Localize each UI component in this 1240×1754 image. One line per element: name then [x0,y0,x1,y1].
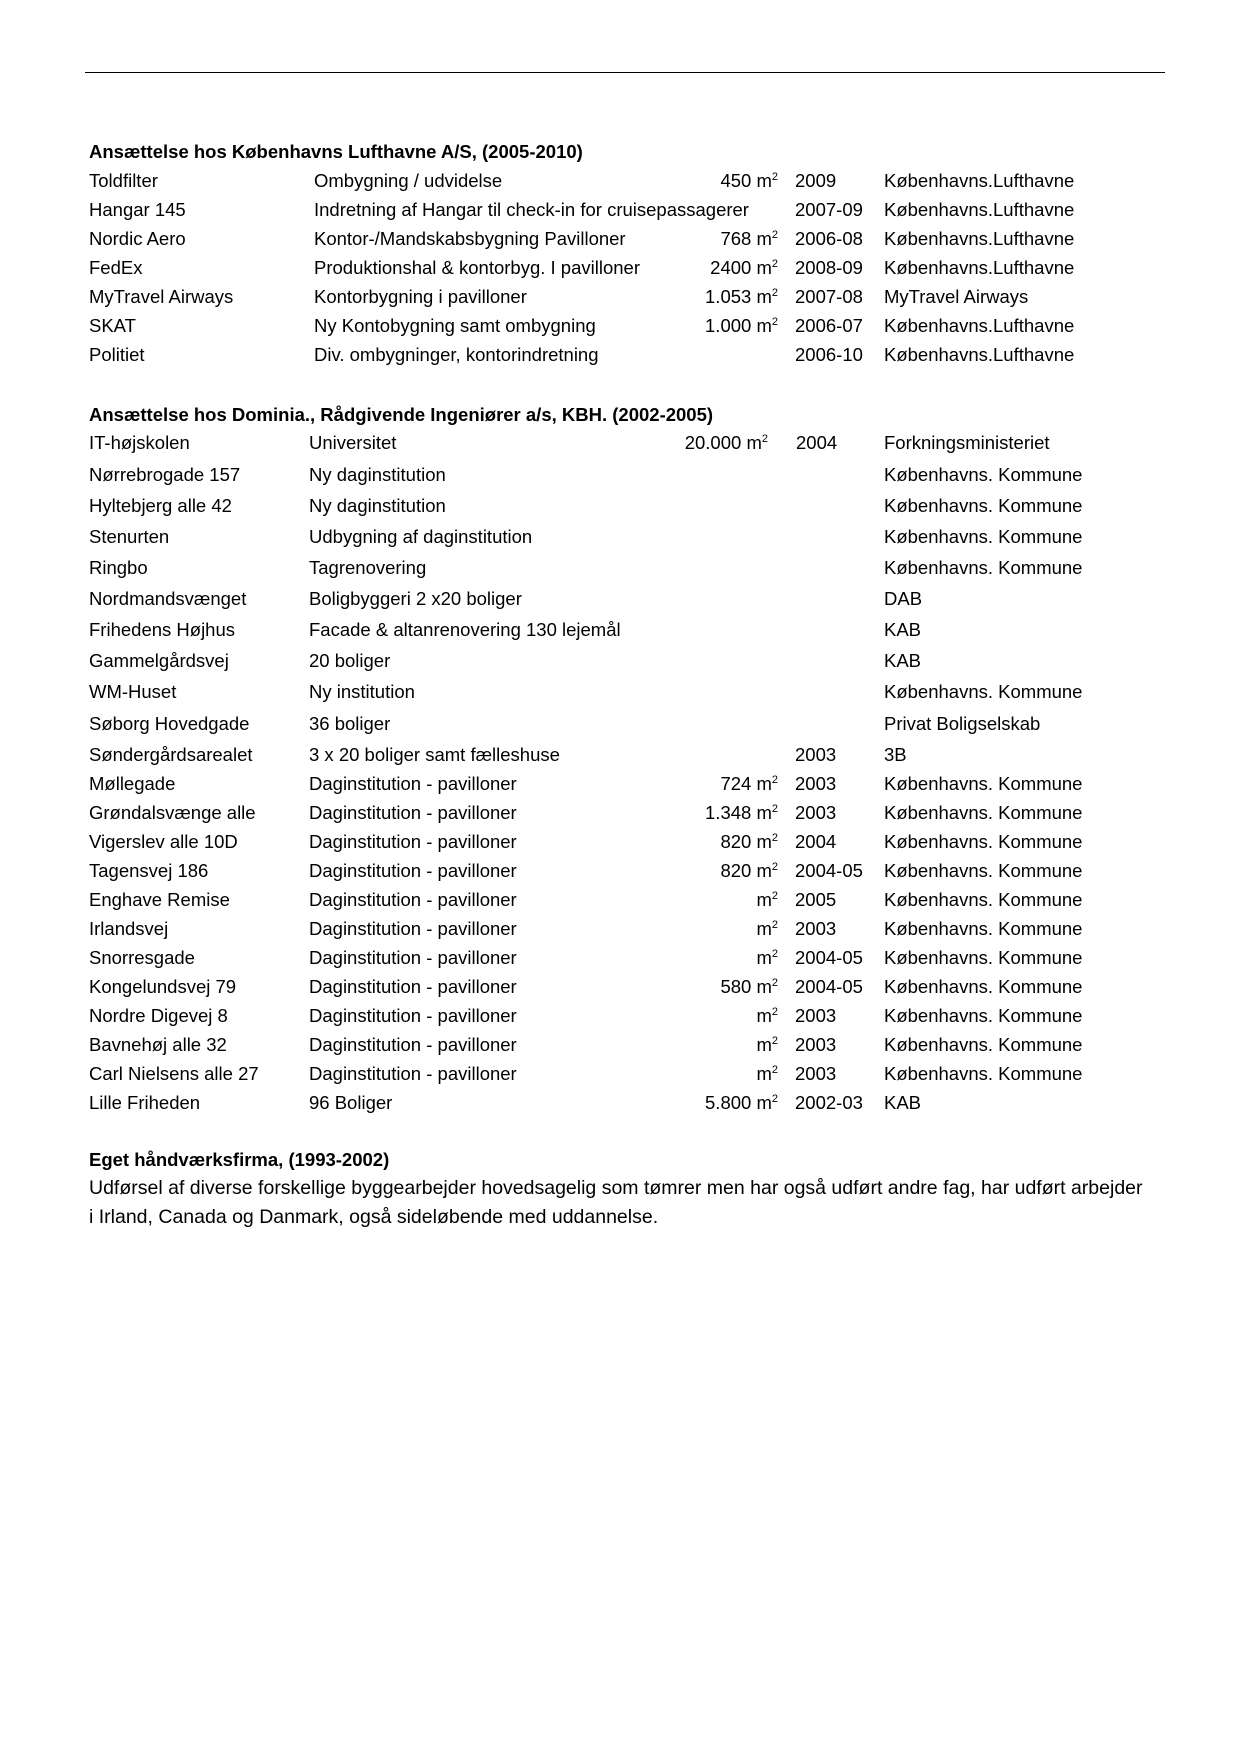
project-year: 2006-10 [795,344,863,365]
project-row [0,256,1240,280]
project-name: Stenurten [89,526,170,547]
project-row [0,680,1240,704]
project-row [0,1062,1240,1086]
project-description: Daginstitution - pavilloner [309,918,517,939]
project-year: 2002-03 [795,1092,863,1113]
project-name: Toldfilter [89,170,158,191]
area-unit: m [756,286,772,307]
project-row [0,314,1240,338]
project-area-value: 820 [720,831,752,852]
project-description: Kontorbygning i pavilloner [314,286,527,307]
project-client: Københavns. Kommune [884,1063,1083,1084]
project-name: Nordmandsvænget [89,588,247,609]
project-year: 2007-09 [795,199,863,220]
project-description: 3 x 20 boliger samt fælleshuse [309,744,560,765]
project-name: Frihedens Højhus [89,619,236,640]
area-unit: m [756,257,772,278]
project-name: Nordre Digevej 8 [89,1005,228,1026]
project-name: Politiet [89,344,145,365]
project-row [0,772,1240,796]
project-area [756,1062,778,1086]
project-area [720,830,778,854]
project-client: Københavns. Kommune [884,889,1083,910]
project-row [0,285,1240,309]
project-description: Indretning af Hangar til check-in for cruisepassagerer [314,199,749,220]
project-client: Københavns. Kommune [884,976,1083,997]
area-unit-exponent: 2 [771,287,778,299]
project-description: Universitet [309,432,397,453]
project-client: Københavns. Kommune [884,464,1083,485]
project-description: Daginstitution - pavilloner [309,1034,517,1055]
project-name: MyTravel Airways [89,286,234,307]
project-area [705,801,778,825]
project-name: Lille Friheden [89,1092,201,1113]
project-description: Ny daginstitution [309,495,446,516]
project-client: Københavns.Lufthavne [884,315,1075,336]
project-area [705,285,778,309]
area-unit-exponent: 2 [771,919,778,931]
project-name: Kongelundsvej 79 [89,976,237,997]
project-area [756,917,778,941]
area-unit-exponent: 2 [761,433,768,445]
project-row [0,743,1240,767]
project-name: SKAT [89,315,136,336]
project-description: Produktionshal & kontorbyg. I pavilloner [314,257,640,278]
project-client: DAB [884,588,923,609]
project-area [720,859,778,883]
area-unit-exponent: 2 [771,832,778,844]
project-description: Daginstitution - pavilloner [309,976,517,997]
project-description: Daginstitution - pavilloner [309,802,517,823]
project-area-value: 450 [720,170,752,191]
project-year: 2003 [795,1034,837,1055]
project-year: 2003 [795,1063,837,1084]
project-row [0,649,1240,673]
project-row [0,1004,1240,1028]
project-name: Hangar 145 [89,199,186,220]
project-description: Ombygning / udvidelse [314,170,503,191]
project-client: Københavns. Kommune [884,831,1083,852]
area-unit-exponent: 2 [771,258,778,270]
project-name: Gammelgårdsvej [89,650,229,671]
project-row [0,343,1240,367]
project-year: 2006-08 [795,228,863,249]
project-description: Daginstitution - pavilloner [309,1063,517,1084]
project-row [0,169,1240,193]
project-description: Daginstitution - pavilloner [309,1005,517,1026]
project-name: Hyltebjerg alle 42 [89,495,232,516]
project-description: 20 boliger [309,650,391,671]
project-client: Københavns. Kommune [884,773,1083,794]
project-year: 2004-05 [795,947,863,968]
project-client: Københavns.Lufthavne [884,228,1075,249]
project-row [0,463,1240,487]
project-area [710,256,778,280]
project-name: Bavnehøj alle 32 [89,1034,227,1055]
area-unit-exponent: 2 [771,861,778,873]
area-unit-exponent: 2 [771,316,778,328]
project-row [0,946,1240,970]
project-client: Privat Boligselskab [884,713,1041,734]
area-unit: m [756,773,772,794]
project-area [756,946,778,970]
project-client: KAB [884,619,922,640]
project-year: 2004-05 [795,976,863,997]
project-area [720,975,778,999]
project-client: Københavns. Kommune [884,1005,1083,1026]
area-unit: m [756,228,772,249]
area-unit: m [756,315,772,336]
area-unit: m [756,1005,772,1026]
project-client: Københavns. Kommune [884,526,1083,547]
area-unit: m [756,831,772,852]
project-row [0,525,1240,549]
project-area-value: 820 [720,860,752,881]
area-unit-exponent: 2 [771,229,778,241]
project-area [720,169,778,193]
project-description: Daginstitution - pavilloner [309,947,517,968]
project-name: Søborg Hovedgade [89,713,250,734]
project-area [720,772,778,796]
project-row [0,198,1240,222]
project-client: Københavns. Kommune [884,947,1083,968]
project-row [0,917,1240,941]
project-row [0,431,1240,455]
area-unit-exponent: 2 [771,171,778,183]
area-unit: m [756,1092,772,1113]
project-area [685,431,768,455]
project-description: Ny Kontobygning samt ombygning [314,315,596,336]
project-client: Forkningsministeriet [884,432,1050,453]
project-row [0,888,1240,912]
area-unit-exponent: 2 [771,948,778,960]
area-unit: m [756,918,772,939]
project-name: Carl Nielsens alle 27 [89,1063,259,1084]
project-client: Københavns.Lufthavne [884,257,1075,278]
project-name: Grøndalsvænge alle [89,802,256,823]
project-year: 2003 [795,918,837,939]
project-year: 2007-08 [795,286,863,307]
area-unit: m [756,1063,772,1084]
project-row [0,1091,1240,1115]
project-client: Københavns. Kommune [884,860,1083,881]
project-name: WM-Huset [89,681,177,702]
project-client: MyTravel Airways [884,286,1029,307]
project-area-value: 20.000 [684,432,742,453]
project-client: Københavns. Kommune [884,1034,1083,1055]
project-description: Boligbyggeri 2 x20 boliger [309,588,522,609]
project-client: Københavns.Lufthavne [884,199,1075,220]
area-unit-exponent: 2 [771,774,778,786]
project-year: 2003 [795,1005,837,1026]
project-area [705,314,778,338]
project-description: Daginstitution - pavilloner [309,889,517,910]
header-rule [85,72,1165,73]
project-row [0,801,1240,825]
project-description: Udbygning af daginstitution [309,526,533,547]
project-description: Ny institution [309,681,415,702]
project-client: Københavns. Kommune [884,557,1083,578]
project-description: Tagrenovering [309,557,427,578]
project-description: Kontor-/Mandskabsbygning Pavilloner [314,228,626,249]
project-row [0,1033,1240,1057]
project-area-value: 1.348 [705,802,752,823]
project-client: Københavns. Kommune [884,681,1083,702]
project-year: 2008-09 [795,257,863,278]
project-name: IT-højskolen [89,432,190,453]
project-area-value: 5.800 [705,1092,752,1113]
project-area-value: 724 [720,773,752,794]
project-area-value: 768 [720,228,752,249]
project-client: Københavns.Lufthavne [884,344,1075,365]
project-row [0,227,1240,251]
project-client: Københavns. Kommune [884,918,1083,939]
project-description: 96 Boliger [309,1092,393,1113]
project-area-value: 1.053 [705,286,752,307]
project-year: 2005 [795,889,837,910]
project-name: Ringbo [89,557,148,578]
project-area [756,1004,778,1028]
project-description: Ny daginstitution [309,464,446,485]
project-row [0,494,1240,518]
own-company-description: Udførsel af diverse forskellige byggearbejder hovedsagelig som tømrer men har også udført andre fag, har udført arbejder i Irland, Canada og Danmark, også sideløbende med uddannelse. [89,1177,1143,1228]
project-name: Enghave Remise [89,889,230,910]
project-client: Københavns. Kommune [884,802,1083,823]
project-year: 2003 [795,744,837,765]
project-row [0,859,1240,883]
project-area [720,227,778,251]
project-description: Daginstitution - pavilloner [309,860,517,881]
section-title-dominia: Ansættelse hos Dominia., Rådgivende Ingeniører a/s, KBH. (2002-2005) [89,404,714,425]
area-unit: m [756,802,772,823]
project-client: KAB [884,1092,922,1113]
project-row [0,830,1240,854]
project-name: FedEx [89,257,143,278]
area-unit: m [756,889,772,910]
project-area-value: 580 [720,976,752,997]
project-area [756,888,778,912]
area-unit-exponent: 2 [771,803,778,815]
project-row [0,712,1240,736]
project-area [705,1091,778,1115]
project-description: Div. ombygninger, kontorindretning [314,344,599,365]
project-year: 2006-07 [795,315,863,336]
project-area [756,1033,778,1057]
project-name: Nørrebrogade 157 [89,464,241,485]
project-name: Vigerslev alle 10D [89,831,238,852]
project-description: Facade & altanrenovering 130 lejemål [309,619,621,640]
area-unit-exponent: 2 [771,890,778,902]
project-year: 2004-05 [795,860,863,881]
area-unit-exponent: 2 [771,977,778,989]
project-client: Københavns.Lufthavne [884,170,1075,191]
area-unit: m [756,1034,772,1055]
area-unit: m [746,432,762,453]
project-name: Irlandsvej [89,918,169,939]
project-description: Daginstitution - pavilloner [309,773,517,794]
area-unit: m [756,170,772,191]
area-unit: m [756,860,772,881]
project-year: 2003 [795,802,837,823]
project-row [0,587,1240,611]
area-unit-exponent: 2 [771,1093,778,1105]
project-name: Møllegade [89,773,176,794]
area-unit: m [756,976,772,997]
area-unit-exponent: 2 [771,1006,778,1018]
project-year: 2009 [795,170,837,191]
project-area-value: 1.000 [705,315,752,336]
section-title-copenhagen-airports: Ansættelse hos Københavns Lufthavne A/S, (2005-2010) [89,141,583,162]
area-unit: m [756,947,772,968]
project-client: Københavns. Kommune [884,495,1083,516]
project-description: Daginstitution - pavilloner [309,831,517,852]
area-unit-exponent: 2 [771,1035,778,1047]
project-row [0,556,1240,580]
project-name: Nordic Aero [89,228,186,249]
project-name: Søndergårdsarealet [89,744,253,765]
project-year: 2003 [795,773,837,794]
project-year: 2004 [795,831,837,852]
project-name: Tagensvej 186 [89,860,209,881]
project-client: KAB [884,650,922,671]
project-area-value: 2400 [710,257,752,278]
project-row [0,618,1240,642]
project-description: 36 boliger [309,713,391,734]
project-row [0,975,1240,999]
section-title-own-company: Eget håndværksfirma, (1993-2002) [89,1149,390,1170]
area-unit-exponent: 2 [771,1064,778,1076]
project-year: 2004 [796,432,838,453]
project-name: Snorresgade [89,947,195,968]
project-client: 3B [884,744,907,765]
